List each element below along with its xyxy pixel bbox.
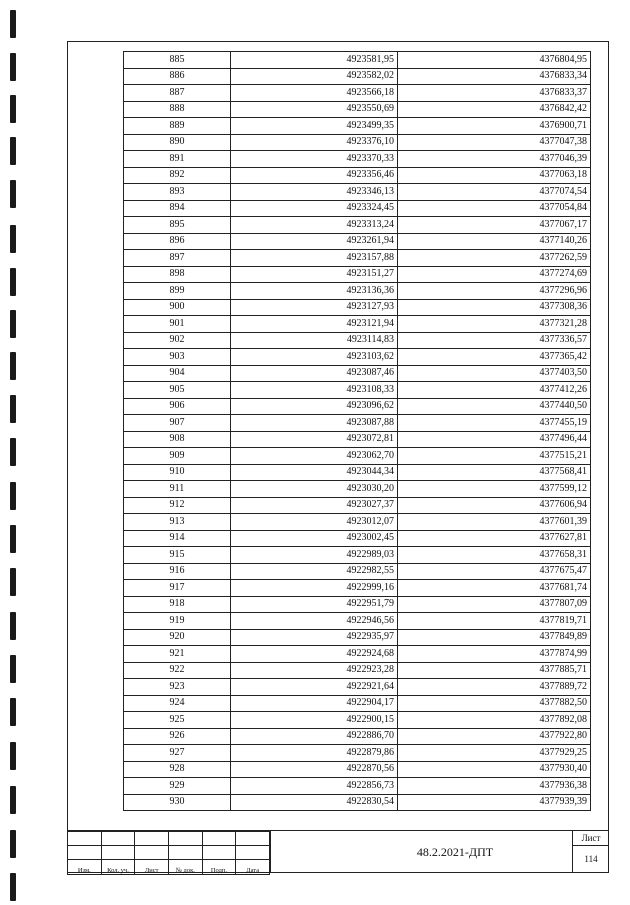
table-row: [124, 283, 591, 300]
table-row: [124, 349, 591, 366]
point-number-cell: 901: [124, 316, 231, 333]
point-number-cell: 890: [124, 134, 231, 151]
point-number-cell: 905: [124, 382, 231, 399]
point-number-cell: 897: [124, 250, 231, 267]
y-coordinate-cell: 4377681,74: [398, 580, 591, 597]
x-coordinate-cell: 4922870,56: [231, 761, 398, 778]
point-number-cell: 919: [124, 613, 231, 630]
y-coordinate-cell: 4376842,42: [398, 101, 591, 118]
binding-hole: [10, 482, 16, 510]
y-coordinate-cell: 4376900,71: [398, 118, 591, 135]
x-coordinate-cell: 4922935,97: [231, 629, 398, 646]
point-number-cell: 918: [124, 596, 231, 613]
revision-row: [68, 832, 270, 846]
y-coordinate-cell: 4377658,31: [398, 547, 591, 564]
table-row: [124, 299, 591, 316]
x-coordinate-cell: 4923550,69: [231, 101, 398, 118]
point-number-cell: 886: [124, 68, 231, 85]
binding-hole: [10, 95, 16, 123]
binding-hole: [10, 873, 16, 901]
x-coordinate-cell: 4923108,33: [231, 382, 398, 399]
y-coordinate-cell: 4377063,18: [398, 167, 591, 184]
point-number-cell: 893: [124, 184, 231, 201]
table-row: [124, 514, 591, 531]
table-row: [124, 85, 591, 102]
table-row: [124, 398, 591, 415]
binding-hole: [10, 786, 16, 814]
table-row: [124, 431, 591, 448]
point-number-cell: 889: [124, 118, 231, 135]
y-coordinate-cell: 4377336,57: [398, 332, 591, 349]
y-coordinate-cell: 4377496,44: [398, 431, 591, 448]
x-coordinate-cell: 4922856,73: [231, 778, 398, 795]
table-row: [124, 695, 591, 712]
y-coordinate-cell: 4377819,71: [398, 613, 591, 630]
point-number-cell: 913: [124, 514, 231, 531]
binding-hole: [10, 655, 16, 683]
y-coordinate-cell: 4377515,21: [398, 448, 591, 465]
y-coordinate-cell: 4376833,34: [398, 68, 591, 85]
y-coordinate-cell: 4377929,25: [398, 745, 591, 762]
point-number-cell: 926: [124, 728, 231, 745]
binding-hole: [10, 225, 16, 253]
revision-row: [68, 846, 270, 860]
x-coordinate-cell: 4923581,95: [231, 52, 398, 69]
x-coordinate-cell: 4923062,70: [231, 448, 398, 465]
table-row: [124, 332, 591, 349]
binding-hole: [10, 568, 16, 596]
y-coordinate-cell: 4377807,09: [398, 596, 591, 613]
y-coordinate-cell: 4376833,37: [398, 85, 591, 102]
y-coordinate-cell: 4377930,40: [398, 761, 591, 778]
binding-hole: [10, 612, 16, 640]
table-row: [124, 712, 591, 729]
table-row: [124, 266, 591, 283]
table-row: [124, 415, 591, 432]
table-row: [124, 134, 591, 151]
y-coordinate-cell: 4377601,39: [398, 514, 591, 531]
x-coordinate-cell: 4923324,45: [231, 200, 398, 217]
label-signature: Подп.: [202, 860, 236, 875]
table-row: [124, 233, 591, 250]
point-number-cell: 912: [124, 497, 231, 514]
table-row: [124, 547, 591, 564]
point-number-cell: 928: [124, 761, 231, 778]
y-coordinate-cell: 4377412,26: [398, 382, 591, 399]
point-number-cell: 917: [124, 580, 231, 597]
x-coordinate-cell: 4923087,88: [231, 415, 398, 432]
binding-hole: [10, 137, 16, 165]
point-number-cell: 891: [124, 151, 231, 168]
binding-hole: [10, 310, 16, 338]
table-row: [124, 745, 591, 762]
y-coordinate-cell: 4377074,54: [398, 184, 591, 201]
title-block: [67, 830, 609, 873]
point-number-cell: 896: [124, 233, 231, 250]
x-coordinate-cell: 4923127,93: [231, 299, 398, 316]
binding-hole: [10, 10, 16, 38]
table-row: [124, 68, 591, 85]
point-number-cell: 899: [124, 283, 231, 300]
y-coordinate-cell: 4377568,41: [398, 464, 591, 481]
document-code: 48.2.2021-ДПТ: [270, 831, 630, 873]
table-row: [124, 646, 591, 663]
point-number-cell: 924: [124, 695, 231, 712]
point-number-cell: 904: [124, 365, 231, 382]
coordinates-table: [123, 51, 591, 811]
point-number-cell: 908: [124, 431, 231, 448]
table-row: [124, 464, 591, 481]
x-coordinate-cell: 4923002,45: [231, 530, 398, 547]
x-coordinate-cell: 4922886,70: [231, 728, 398, 745]
table-row: [124, 629, 591, 646]
y-coordinate-cell: 4377627,81: [398, 530, 591, 547]
point-number-cell: 915: [124, 547, 231, 564]
table-row: [124, 217, 591, 234]
table-row: [124, 530, 591, 547]
x-coordinate-cell: 4923566,18: [231, 85, 398, 102]
binding-hole: [10, 53, 16, 81]
table-row: [124, 613, 591, 630]
x-coordinate-cell: 4922879,86: [231, 745, 398, 762]
x-coordinate-cell: 4923121,94: [231, 316, 398, 333]
binding-hole: [10, 742, 16, 770]
y-coordinate-cell: 4377054,84: [398, 200, 591, 217]
table-row: [124, 679, 591, 696]
x-coordinate-cell: 4923012,07: [231, 514, 398, 531]
x-coordinate-cell: 4922924,68: [231, 646, 398, 663]
x-coordinate-cell: 4923376,10: [231, 134, 398, 151]
point-number-cell: 929: [124, 778, 231, 795]
table-row: [124, 151, 591, 168]
point-number-cell: 911: [124, 481, 231, 498]
table-row: [124, 101, 591, 118]
y-coordinate-cell: 4377849,89: [398, 629, 591, 646]
x-coordinate-cell: 4923103,62: [231, 349, 398, 366]
y-coordinate-cell: 4377046,39: [398, 151, 591, 168]
x-coordinate-cell: 4922830,54: [231, 794, 398, 811]
point-number-cell: 930: [124, 794, 231, 811]
table-row: [124, 497, 591, 514]
x-coordinate-cell: 4923370,33: [231, 151, 398, 168]
sheet-label: Лист: [573, 831, 609, 846]
y-coordinate-cell: 4377047,38: [398, 134, 591, 151]
x-coordinate-cell: 4922982,55: [231, 563, 398, 580]
point-number-cell: 927: [124, 745, 231, 762]
binding-hole: [10, 698, 16, 726]
table-row: [124, 596, 591, 613]
y-coordinate-cell: 4377606,94: [398, 497, 591, 514]
y-coordinate-cell: 4376804,95: [398, 52, 591, 69]
point-number-cell: 888: [124, 101, 231, 118]
binding-hole: [10, 395, 16, 423]
y-coordinate-cell: 4377262,59: [398, 250, 591, 267]
table-row: [124, 481, 591, 498]
binding-hole: [10, 352, 16, 380]
point-number-cell: 922: [124, 662, 231, 679]
point-number-cell: 903: [124, 349, 231, 366]
point-number-cell: 910: [124, 464, 231, 481]
label-change: Изм.: [68, 860, 102, 875]
y-coordinate-cell: 4377922,80: [398, 728, 591, 745]
point-number-cell: 902: [124, 332, 231, 349]
table-row: [124, 118, 591, 135]
y-coordinate-cell: 4377889,72: [398, 679, 591, 696]
x-coordinate-cell: 4923044,34: [231, 464, 398, 481]
table-row: [124, 448, 591, 465]
x-coordinate-cell: 4923096,62: [231, 398, 398, 415]
point-number-cell: 895: [124, 217, 231, 234]
y-coordinate-cell: 4377274,69: [398, 266, 591, 283]
x-coordinate-cell: 4922999,16: [231, 580, 398, 597]
x-coordinate-cell: 4923114,83: [231, 332, 398, 349]
y-coordinate-cell: 4377455,19: [398, 415, 591, 432]
point-number-cell: 900: [124, 299, 231, 316]
revision-labels-row: [68, 860, 270, 875]
x-coordinate-cell: 4923136,36: [231, 283, 398, 300]
y-coordinate-cell: 4377140,26: [398, 233, 591, 250]
y-coordinate-cell: 4377296,96: [398, 283, 591, 300]
table-row: [124, 563, 591, 580]
x-coordinate-cell: 4923499,35: [231, 118, 398, 135]
x-coordinate-cell: 4923313,24: [231, 217, 398, 234]
table-row: [124, 200, 591, 217]
table-row: [124, 365, 591, 382]
y-coordinate-cell: 4377403,50: [398, 365, 591, 382]
table-row: [124, 382, 591, 399]
x-coordinate-cell: 4922921,64: [231, 679, 398, 696]
binding-holes: [10, 0, 22, 905]
revision-grid: [67, 831, 270, 875]
label-sheet: Лист: [135, 860, 169, 875]
binding-hole: [10, 525, 16, 553]
table-row: [124, 794, 591, 811]
y-coordinate-cell: 4377882,50: [398, 695, 591, 712]
x-coordinate-cell: 4922900,15: [231, 712, 398, 729]
x-coordinate-cell: 4923157,88: [231, 250, 398, 267]
table-row: [124, 167, 591, 184]
y-coordinate-cell: 4377308,36: [398, 299, 591, 316]
label-count: Кол. уч.: [101, 860, 135, 875]
x-coordinate-cell: 4923087,46: [231, 365, 398, 382]
point-number-cell: 914: [124, 530, 231, 547]
x-coordinate-cell: 4923356,46: [231, 167, 398, 184]
x-coordinate-cell: 4923030,20: [231, 481, 398, 498]
y-coordinate-cell: 4377885,71: [398, 662, 591, 679]
x-coordinate-cell: 4923027,37: [231, 497, 398, 514]
label-date: Дата: [236, 860, 270, 875]
point-number-cell: 907: [124, 415, 231, 432]
point-number-cell: 898: [124, 266, 231, 283]
binding-hole: [10, 180, 16, 208]
point-number-cell: 892: [124, 167, 231, 184]
point-number-cell: 920: [124, 629, 231, 646]
point-number-cell: 921: [124, 646, 231, 663]
binding-hole: [10, 830, 16, 858]
y-coordinate-cell: 4377321,28: [398, 316, 591, 333]
x-coordinate-cell: 4923151,27: [231, 266, 398, 283]
x-coordinate-cell: 4922904,17: [231, 695, 398, 712]
table-row: [124, 316, 591, 333]
point-number-cell: 916: [124, 563, 231, 580]
point-number-cell: 885: [124, 52, 231, 69]
label-doc-number: № док.: [168, 860, 202, 875]
sheet-box: [572, 831, 609, 873]
x-coordinate-cell: 4922951,79: [231, 596, 398, 613]
table-row: [124, 728, 591, 745]
sheet-number: 114: [584, 854, 598, 864]
table-row: [124, 580, 591, 597]
table-row: [124, 184, 591, 201]
table-row: [124, 761, 591, 778]
y-coordinate-cell: 4377440,50: [398, 398, 591, 415]
point-number-cell: 923: [124, 679, 231, 696]
table-row: [124, 778, 591, 795]
point-number-cell: 909: [124, 448, 231, 465]
y-coordinate-cell: 4377599,12: [398, 481, 591, 498]
table-row: [124, 250, 591, 267]
table-row: [124, 52, 591, 69]
x-coordinate-cell: 4923261,94: [231, 233, 398, 250]
y-coordinate-cell: 4377939,39: [398, 794, 591, 811]
point-number-cell: 906: [124, 398, 231, 415]
binding-hole: [10, 268, 16, 296]
y-coordinate-cell: 4377874,99: [398, 646, 591, 663]
table-row: [124, 662, 591, 679]
point-number-cell: 887: [124, 85, 231, 102]
x-coordinate-cell: 4922923,28: [231, 662, 398, 679]
x-coordinate-cell: 4922989,03: [231, 547, 398, 564]
x-coordinate-cell: 4923346,13: [231, 184, 398, 201]
y-coordinate-cell: 4377936,38: [398, 778, 591, 795]
y-coordinate-cell: 4377675,47: [398, 563, 591, 580]
point-number-cell: 925: [124, 712, 231, 729]
y-coordinate-cell: 4377365,42: [398, 349, 591, 366]
coordinates-table-body: [124, 52, 591, 811]
x-coordinate-cell: 4923072,81: [231, 431, 398, 448]
y-coordinate-cell: 4377067,17: [398, 217, 591, 234]
point-number-cell: 894: [124, 200, 231, 217]
x-coordinate-cell: 4922946,56: [231, 613, 398, 630]
x-coordinate-cell: 4923582,02: [231, 68, 398, 85]
y-coordinate-cell: 4377892,08: [398, 712, 591, 729]
binding-hole: [10, 438, 16, 466]
